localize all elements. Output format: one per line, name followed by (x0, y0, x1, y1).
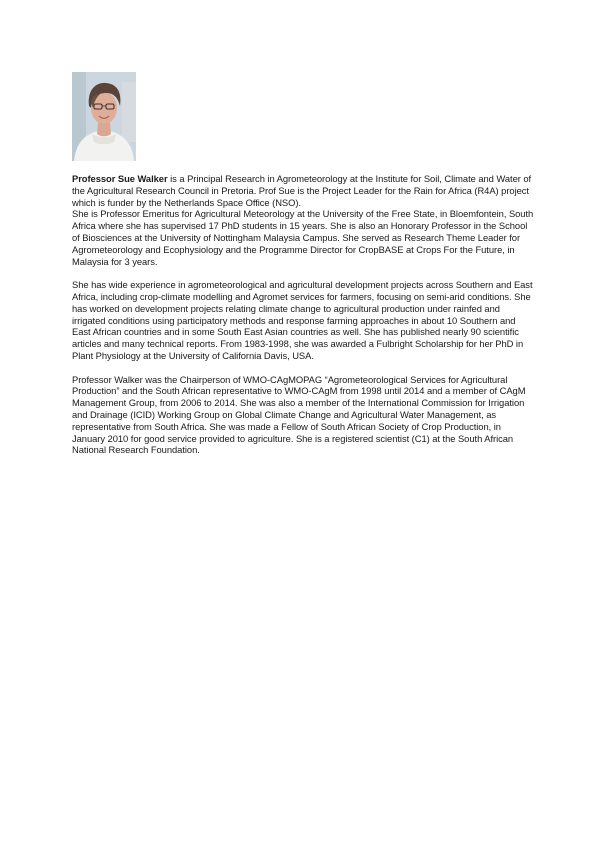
bio-paragraph-3: Professor Walker was the Chairperson of WMO-CAgMOPAG “Agrometeorological Services for Agricultural Production” and the South African representative to WMO-CAgM from 1998 until 2014 and a member of CAgM Management Group, from 2006 to 2014. She was also a member of the International Commission for Irrigation and Drainage (ICID) Working Group on Global Climate Change and Agricultural Water Management, as representative from South Africa. She was made a Fellow of South African Society of Crop Production, in January 2010 for good service provided to agriculture. She is a registered scientist (C1) at the South African National Research Foundation. (72, 373, 526, 456)
bio-paragraph-1b: She is Professor Emeritus for Agricultural Meteorology at the University of the Free State, in Bloemfontein, South Africa where she has supervised 17 PhD students in 15 years. She is also an Honorary Professor in the School of Biosciences at the University of Nottingham Malaysia Campus. She served as Research Theme Leader for Agrometeorology and Ecophysiology and the Programme Director for CropBASE at Crops For the Future, in Malaysia for 3 years. (72, 208, 534, 267)
portrait-photo (72, 72, 136, 161)
bio-text (72, 173, 534, 468)
bio-paragraph-1 (72, 173, 534, 208)
bio-paragraph-1-text: is a Principal Research in Agrometeorology at the Institute for Soil, Climate and Water of the Agricultural Research Council in Pretoria. Prof Sue is the Project Leader for the Rain for Africa (R4A) project which is funder by the Netherlands Space Office (NSO). (72, 173, 532, 208)
bio-name: Professor Sue Walker (72, 173, 168, 184)
bio-paragraph-2: She has wide experience in agrometeorological and agricultural development projects across Southern and East Africa, including crop-climate modelling and Agromet services for farmers, focusing on semi-arid conditions. She has worked on development projects relating climate change to agricultural production under rainfed and irrigated conditions using participatory methods and response farming approaches in about 10 Southern and East African countries and in some South East Asian countries as well. She has published nearly 90 scientific articles and many technical reports. From 1983-1998, she was awarded a Fulbright Scholarship for her PhD in Plant Physiology at the University of California Davis, USA. (72, 279, 533, 361)
portrait-photo-icon (72, 72, 136, 161)
